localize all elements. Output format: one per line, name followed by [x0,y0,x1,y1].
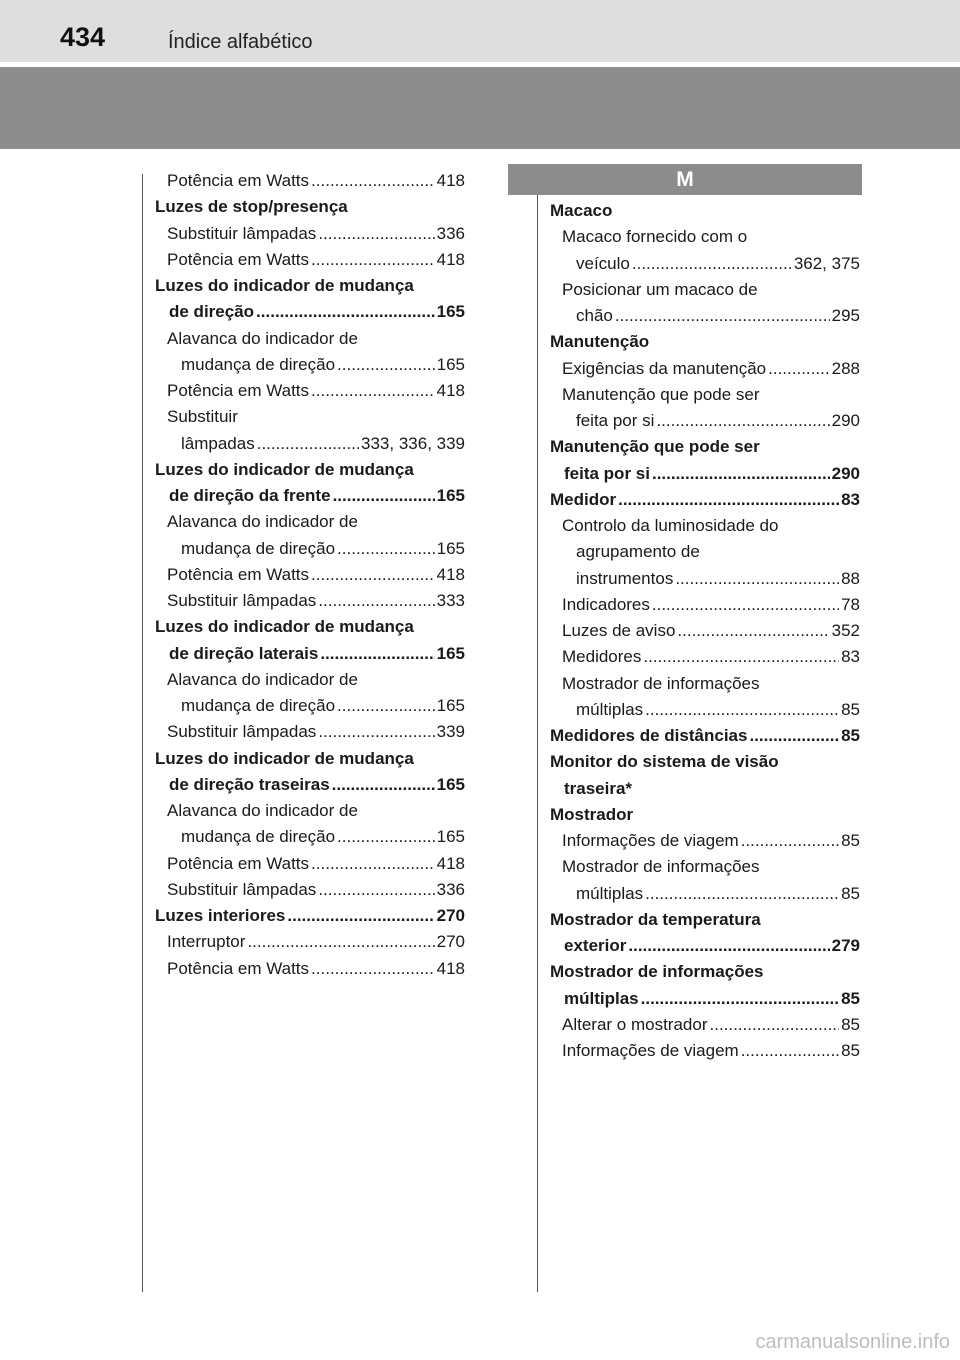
page-reference: 165 [436,486,465,505]
index-subentry [536,513,860,592]
footer-watermark: carmanualsonline.info [755,1331,950,1353]
entry-text: múltiplas [576,699,644,719]
index-subentry [141,719,465,745]
index-subentry [141,168,465,194]
entry-text: múltiplas [576,883,644,903]
leader-dots [652,592,839,618]
entry-text: Potência em Watts [167,249,310,269]
entry-text: mudança de direção [181,538,336,558]
leader-dots [741,1038,839,1064]
header-bar [0,0,960,62]
index-subentry [141,404,465,457]
entry-text: traseira* [564,778,633,798]
entry-text: Medidores de distâncias [550,726,748,745]
index-subentry [141,877,465,903]
entry-text: chão [576,306,613,325]
entry-text: Medidor [550,489,617,509]
page-reference: 418 [436,853,465,873]
leader-dots [615,303,830,329]
entry-text-line: agrupamento de [576,542,700,562]
entry-text: Luzes de aviso [562,621,676,640]
entry-text: Alterar o mostrador [562,1014,708,1034]
leader-dots [632,251,792,277]
entry-text: de direção laterais [169,643,319,663]
index-subentry [141,929,465,955]
leader-dots [318,221,434,247]
entry-text: mudança de direção [181,354,336,374]
index-column-right [550,198,860,1064]
index-entry [155,194,465,220]
entry-text: múltiplas [564,988,639,1008]
entry-text: lâmpadas [181,433,255,453]
entry-text-line: Mostrador de informações [550,962,764,982]
entry-text-line: Mostrador de informações [562,857,760,877]
index-subentry [536,224,860,277]
leader-dots [641,986,839,1012]
entry-text: Potência em Watts [167,564,310,584]
page-reference: 165 [436,538,465,558]
leader-dots [318,877,434,903]
entry-text: Mostrador [550,804,634,824]
page-reference: 85 [841,1014,860,1034]
entry-text-line: Luzes do indicador de mudança [155,617,414,637]
entry-text-line: Luzes do indicador de mudança [155,276,414,295]
entry-text: mudança de direção [181,827,336,847]
leader-dots [643,644,839,670]
section-letter-header: M [508,164,862,195]
entry-text: exterior [564,936,627,955]
index-entry [550,198,860,224]
column-divider-right [537,174,538,1292]
page-reference: 336 [436,879,465,899]
leader-dots [768,356,829,382]
index-subentry [536,618,860,644]
index-subentry [141,667,465,720]
entry-text-line: Macaco fornecido com o [562,227,748,247]
page-reference: 336 [436,223,465,243]
leader-dots [257,431,359,457]
page-reference: 352 [831,621,860,640]
entry-text: Informações de viagem [562,831,739,850]
leader-dots [656,408,829,434]
index-entry [155,746,465,799]
entry-text: Luzes interiores [155,906,286,925]
leader-dots [318,719,434,745]
entry-text-line: Controlo da luminosidade do [562,516,779,535]
index-subentry [536,828,860,854]
leader-dots [645,697,839,723]
page-reference: 165 [436,696,465,715]
page-reference: 279 [831,936,860,955]
entry-text-line: Mostrador da temperatura [550,909,761,929]
index-entry [155,273,465,326]
entry-text: Substituir lâmpadas [167,223,317,243]
decorative-band [0,67,960,149]
index-subentry [141,326,465,379]
entry-text: Substituir lâmpadas [167,879,317,899]
index-subentry [141,798,465,851]
leader-dots [247,929,434,955]
page-reference: 85 [841,831,860,850]
leader-dots [311,562,435,588]
index-column-left [155,168,465,982]
leader-dots [618,487,839,513]
entry-text: de direção [169,302,255,322]
leader-dots [287,903,434,929]
entry-text: veículo [576,253,630,273]
leader-dots [628,933,829,959]
leader-dots [311,378,435,404]
page-reference: 165 [436,302,465,322]
index-entry [550,907,860,960]
index-entry [155,903,465,929]
entry-text-line: Monitor do sistema de visão [550,752,779,772]
leader-dots [311,168,435,194]
page-reference: 83 [841,647,860,667]
index-subentry [141,956,465,982]
index-subentry [141,851,465,877]
entry-text-line: Alavanca do indicador de [167,669,358,689]
entry-text: Medidores [562,647,642,667]
index-subentry [536,1012,860,1038]
page-reference: 78 [841,594,860,614]
page-reference: 288 [831,358,860,378]
leader-dots [741,828,839,854]
leader-dots [337,693,435,719]
leader-dots [677,618,829,644]
page-reference: 333 [436,591,465,610]
index-subentry [536,644,860,670]
leader-dots [652,461,830,487]
index-subentry [141,247,465,273]
page-reference: 85 [841,699,860,719]
page-reference: 165 [436,354,465,374]
page-number: 434 [60,22,106,52]
entry-text: Potência em Watts [167,171,310,190]
page-reference: 290 [831,463,860,483]
entry-text-line: Luzes do indicador de mudança [155,459,414,479]
page-reference: 83 [841,489,860,509]
leader-dots [337,824,435,850]
entry-text-line: Mostrador de informações [562,673,760,693]
entry-text: feita por si [564,463,650,483]
leader-dots [710,1012,840,1038]
page-reference: 418 [436,564,465,584]
page-reference: 88 [841,568,860,588]
entry-text: Exigências da manutenção [562,358,767,378]
entry-text-line: Alavanca do indicador de [167,801,358,820]
page-reference: 362, 375 [793,253,860,273]
page-reference: 165 [436,827,465,847]
page-reference: 290 [831,411,860,430]
entry-text: Indicadores [562,594,650,614]
leader-dots [311,247,435,273]
entry-text: Macaco [550,201,613,220]
entry-text-line: Alavanca do indicador de [167,512,358,532]
index-subentry [536,854,860,907]
entry-text: Substituir lâmpadas [167,722,317,742]
entry-text: de direção traseiras [169,774,330,794]
leader-dots [333,483,435,509]
entry-text: mudança de direção [181,696,336,715]
page-reference: 270 [436,932,465,952]
page-reference: 165 [436,643,465,663]
leader-dots [311,956,435,982]
entry-text: Potência em Watts [167,958,310,978]
index-entry [155,457,465,510]
index-subentry [536,277,860,330]
index-entry [550,723,860,749]
page-reference: 418 [436,958,465,978]
page-reference: 165 [436,774,465,794]
index-entry [550,749,860,802]
page-reference: 418 [436,381,465,400]
entry-text: de direção da frente [169,486,331,505]
entry-text: Informações de viagem [562,1041,739,1060]
leader-dots [675,566,839,592]
index-subentry [536,671,860,724]
leader-dots [645,881,839,907]
entry-text-line: Substituir [167,407,238,427]
entry-text-line: Manutenção que pode ser [562,384,760,404]
entry-text: Interruptor [167,932,246,952]
index-entry [155,614,465,667]
entry-text: Manutenção [550,332,650,352]
entry-text-line: Alavanca do indicador de [167,328,358,348]
leader-dots [337,352,435,378]
leader-dots [749,723,839,749]
leader-dots [311,851,435,877]
page-title: Índice alfabético [168,31,313,53]
index-subentry [536,1038,860,1064]
page-reference: 270 [436,906,465,925]
page-reference: 418 [436,249,465,269]
leader-dots [320,641,434,667]
index-entry [550,329,860,355]
index-entry [550,959,860,1012]
page-reference: 85 [841,883,860,903]
leader-dots [318,588,434,614]
page-reference: 418 [436,171,465,190]
entry-text: Substituir lâmpadas [167,591,317,610]
index-subentry [536,356,860,382]
entry-text-line: Posicionar um macaco de [562,279,758,299]
index-subentry [141,562,465,588]
page-reference: 339 [436,722,465,742]
page-reference: 85 [841,1041,860,1060]
entry-text: Potência em Watts [167,853,310,873]
index-entry [550,487,860,513]
entry-text: Potência em Watts [167,381,310,400]
leader-dots [337,536,435,562]
index-entry [550,434,860,487]
entry-text-line: Manutenção que pode ser [550,437,760,457]
page-reference: 295 [831,306,860,325]
page-reference: 85 [841,726,860,745]
entry-text-line: Luzes do indicador de mudança [155,748,414,768]
index-subentry [536,382,860,435]
page-reference: 85 [841,988,860,1008]
index-subentry [536,592,860,618]
entry-text: instrumentos [576,568,674,588]
index-subentry [141,588,465,614]
leader-dots [332,772,435,798]
entry-text: feita por si [576,411,655,430]
entry-text: Luzes de stop/presença [155,197,348,217]
page-reference: 333, 336, 339 [361,433,465,453]
index-subentry [141,221,465,247]
index-entry [550,802,860,828]
index-subentry [141,378,465,404]
leader-dots [256,299,435,325]
index-subentry [141,509,465,562]
